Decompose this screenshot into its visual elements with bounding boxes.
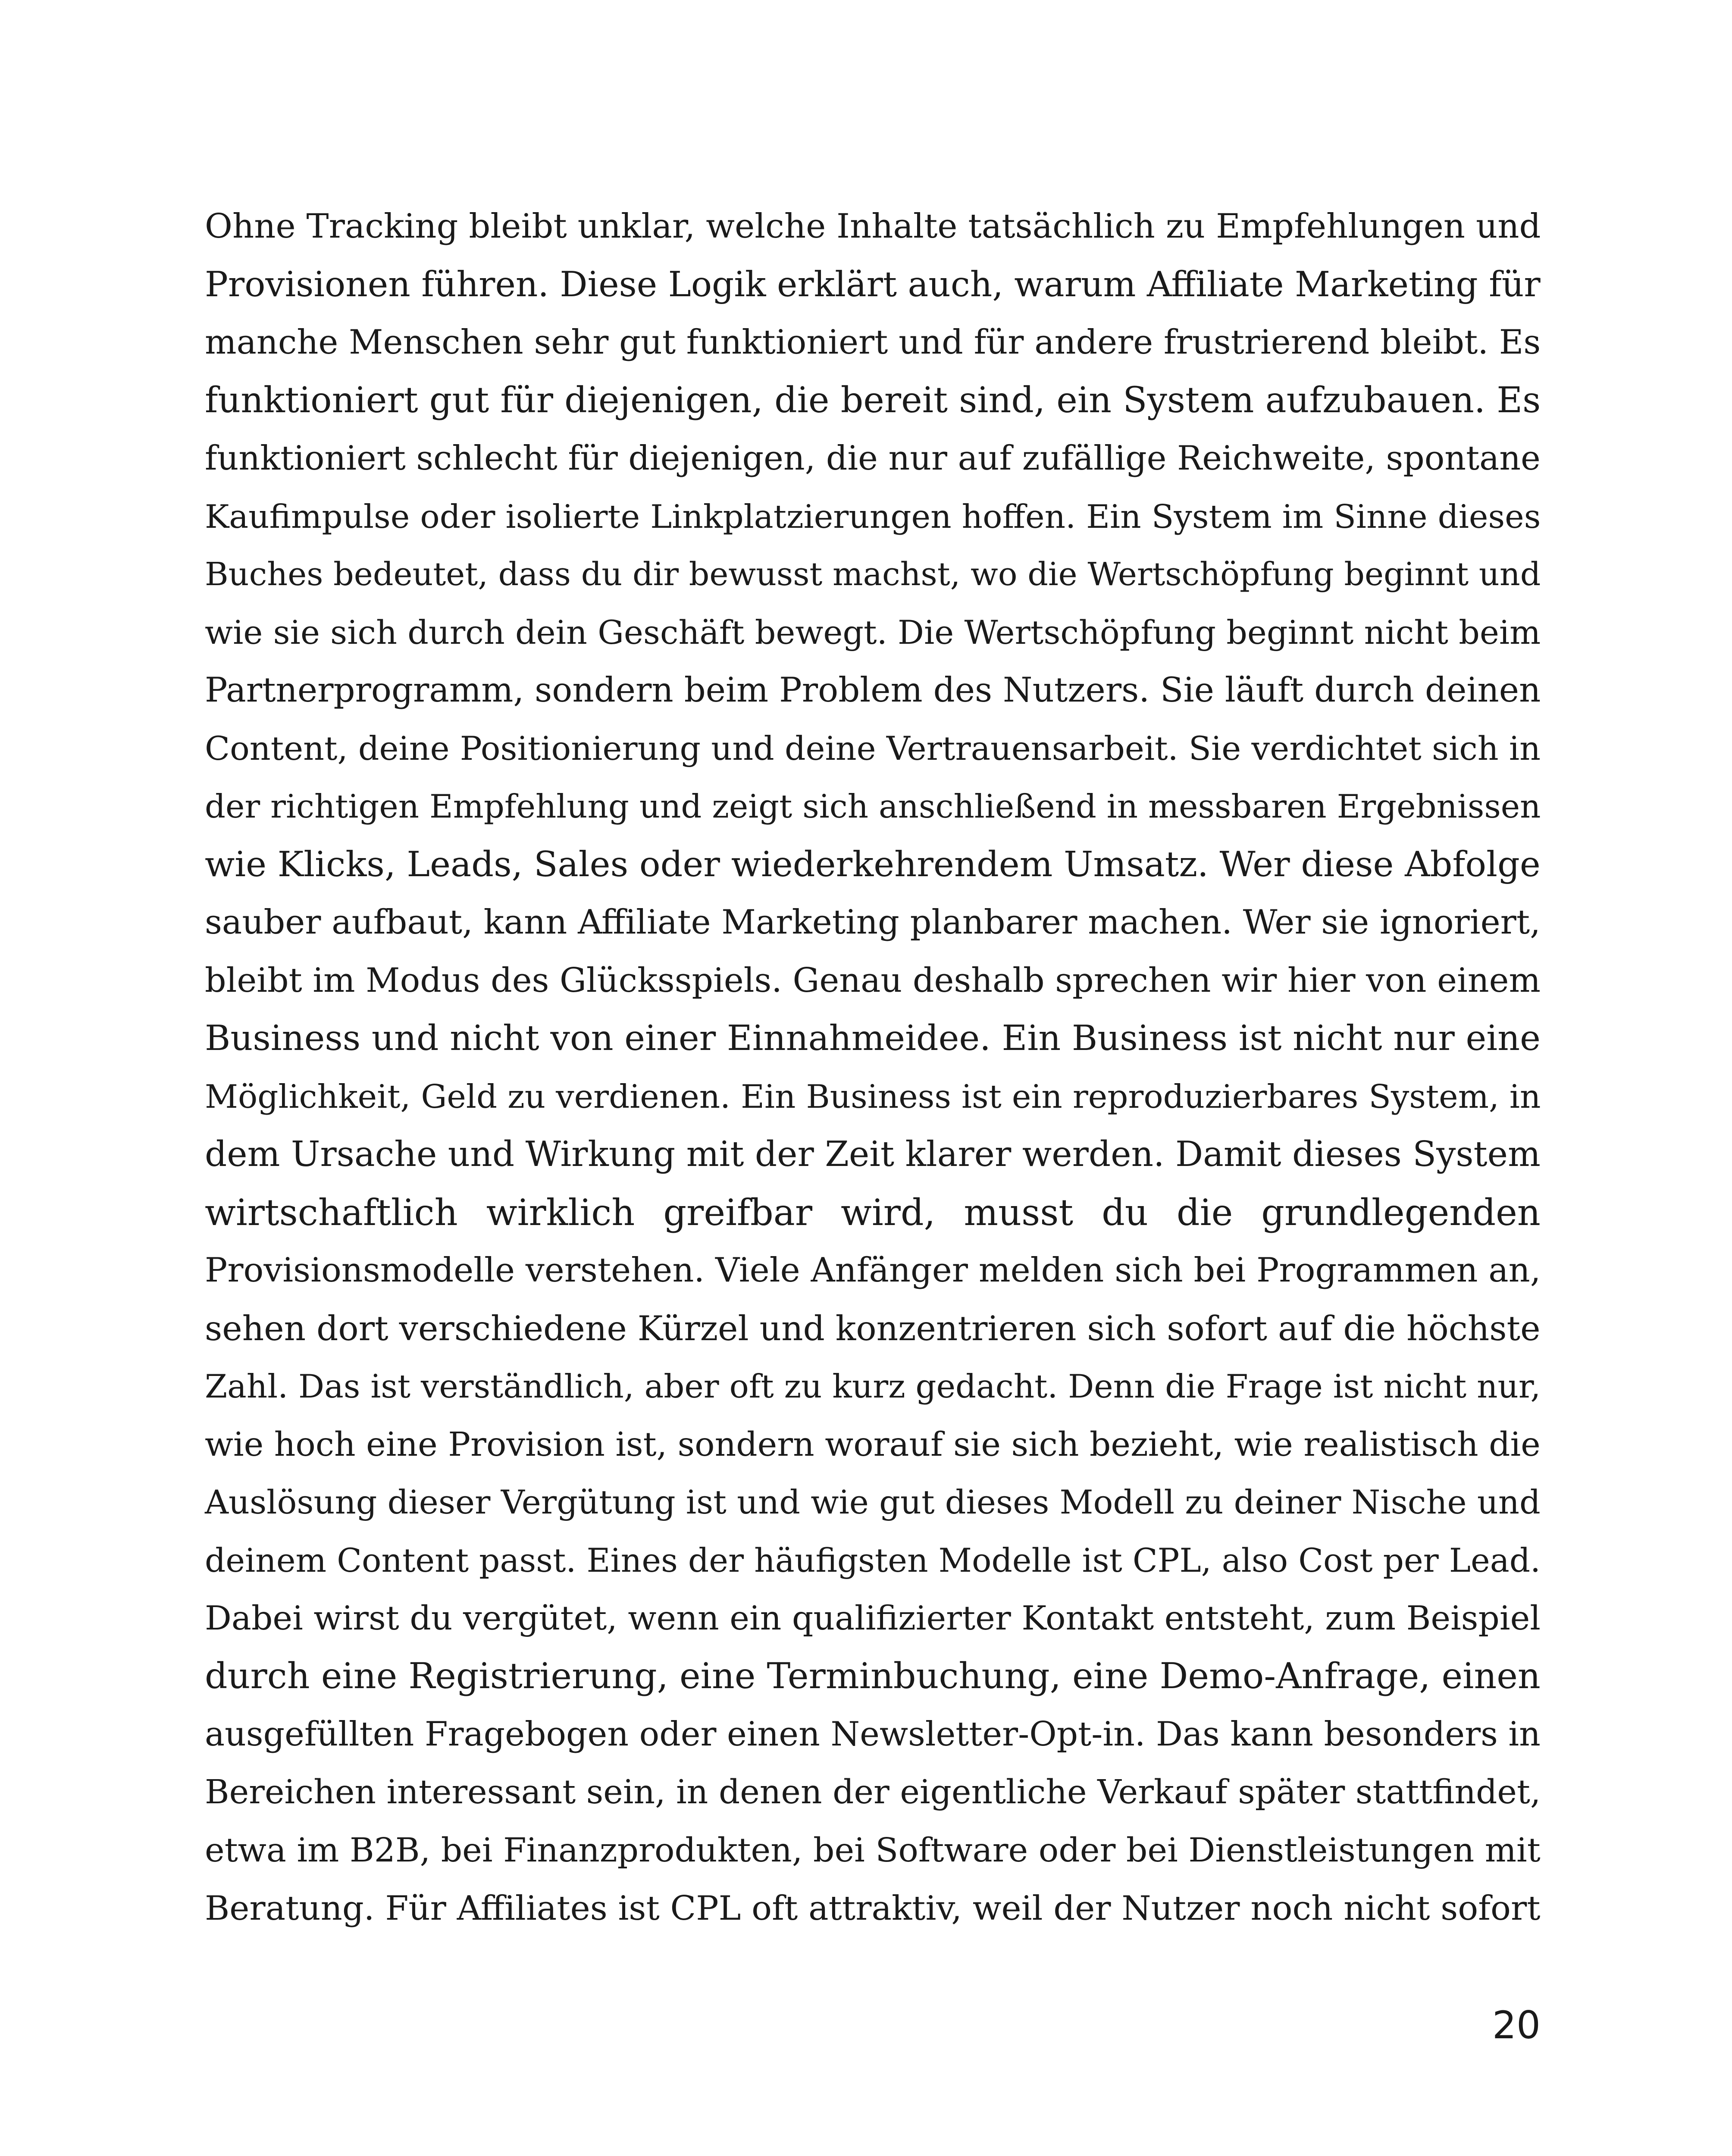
text-line-23: Auslösung dieser Vergütung ist und wie gut dieses Modell zu deiner Nische und (205, 1483, 1541, 1521)
text-line-8: wie sie sich durch dein Geschäft bewegt. Die Wertschöpfung beginnt nicht beim (205, 613, 1541, 652)
text-line-11: der richtigen Empfehlung und zeigt sich anschließend in messbaren Ergebnissen (205, 787, 1541, 825)
text-line-27: ausgefüllten Fragebogen oder einen Newsletter-Opt-in. Das kann besonders in (205, 1715, 1541, 1754)
text-line-19: Provisionsmodelle verstehen. Viele Anfänger melden sich bei Programmen an, (205, 1251, 1541, 1290)
body-text (205, 197, 1541, 1937)
text-line-14: bleibt im Modus des Glücksspiels. Genau deshalb sprechen wir hier von einem (205, 961, 1541, 1000)
page-number: 20 (1492, 2003, 1541, 2047)
text-line-1: Ohne Tracking bleibt unklar, welche Inhalte tatsächlich zu Empfehlungen und (205, 207, 1541, 246)
text-line-22: wie hoch eine Provision ist, sondern worauf sie sich bezieht, wie realistisch die (205, 1425, 1541, 1464)
text-line-28: Bereichen interessant sein, in denen der eigentliche Verkauf später stattfindet, (205, 1773, 1541, 1811)
text-line-15: Business und nicht von einer Einnahmeidee. Ein Business ist nicht nur eine (205, 1018, 1541, 1059)
text-line-30: Beratung. Für Affiliates ist CPL oft attraktiv, weil der Nutzer noch nicht sofort (205, 1889, 1541, 1928)
text-line-29: etwa im B2B, bei Finanzprodukten, bei Software oder bei Dienstleistungen mit (205, 1831, 1541, 1870)
text-line-16: Möglichkeit, Geld zu verdienen. Ein Business ist ein reproduzierbares System, in (205, 1077, 1541, 1116)
text-line-17: dem Ursache und Wirkung mit der Zeit klarer werden. Damit dieses System (205, 1134, 1541, 1174)
text-line-13: sauber aufbaut, kann Affiliate Marketing planbarer machen. Wer sie ignoriert, (205, 903, 1541, 942)
text-line-6: Kaufimpulse oder isolierte Linkplatzierungen hoffen. Ein System im Sinne dieses (205, 497, 1541, 536)
text-line-9: Partnerprogramm, sondern beim Problem des Nutzers. Sie läuft durch deinen (205, 671, 1541, 710)
text-line-25: Dabei wirst du vergütet, wenn ein qualifizierter Kontakt entsteht, zum Beispiel (205, 1599, 1541, 1638)
text-line-12: wie Klicks, Leads, Sales oder wiederkehrendem Umsatz. Wer diese Abfolge (205, 844, 1541, 885)
text-line-18: wirtschaftlich wirklich greifbar wird, musst du die grundlegenden (205, 1191, 1541, 1234)
text-line-26: durch eine Registrierung, eine Terminbuchung, eine Demo-Anfrage, einen (205, 1655, 1541, 1697)
text-line-4: funktioniert gut für diejenigen, die bereit sind, ein System aufzubauen. Es (205, 379, 1541, 421)
text-line-5: funktioniert schlecht für diejenigen, die nur auf zufällige Reichweite, spontane (205, 439, 1541, 478)
text-line-21: Zahl. Das ist verständlich, aber oft zu kurz gedacht. Denn die Frage ist nicht nur, (205, 1367, 1541, 1405)
text-line-3: manche Menschen sehr gut funktioniert und für andere frustrierend bleibt. Es (205, 323, 1541, 362)
text-line-24: deinem Content passt. Eines der häufigsten Modelle ist CPL, also Cost per Lead. (205, 1541, 1541, 1579)
text-line-7: Buches bedeutet, dass du dir bewusst machst, wo die Wertschöpfung beginnt und (205, 555, 1541, 593)
text-line-10: Content, deine Positionierung und deine Vertrauensarbeit. Sie verdichtet sich in (205, 729, 1541, 768)
text-line-20: sehen dort verschiedene Kürzel und konzentrieren sich sofort auf die höchste (205, 1308, 1541, 1348)
text-line-2: Provisionen führen. Diese Logik erklärt auch, warum Affiliate Marketing für (205, 264, 1541, 304)
